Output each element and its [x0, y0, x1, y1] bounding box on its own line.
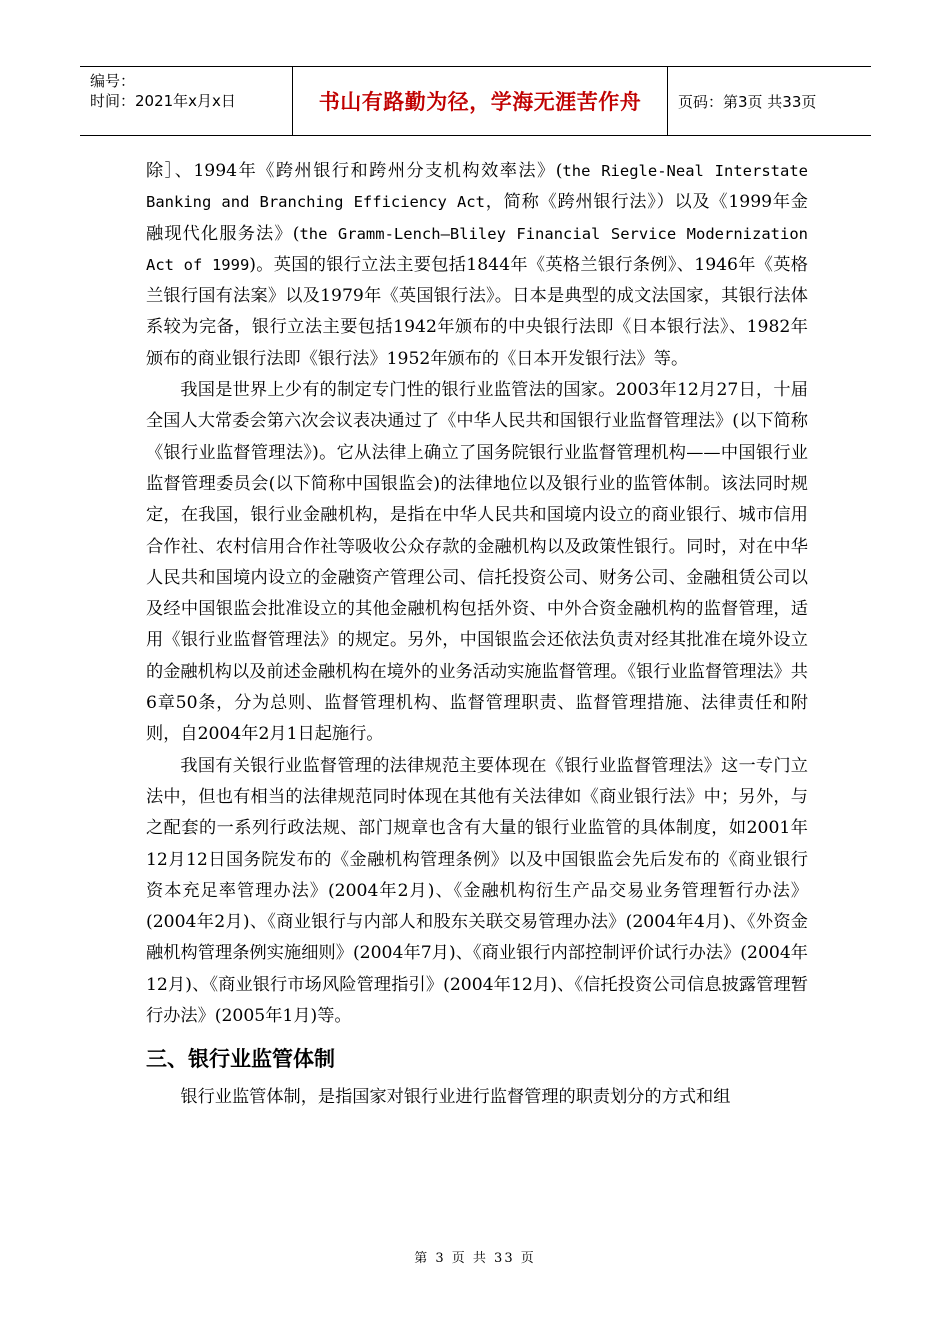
- paragraph-1-part-a: 除］、1994年《跨州银行和跨州分支机构效率法》(: [146, 161, 563, 181]
- document-time-label: 时间：2021年x月x日: [90, 92, 236, 110]
- paragraph-1-part-b: ，简称《跨州银行法》）以及《1999年金融现代化服务法》(: [146, 192, 808, 244]
- paragraph-3: 我国有关银行业监督管理的法律规范主要体现在《银行业监督管理法》这一专门立法中，但也有相当的法律规范同时体现在其他有关法律如《商业银行法》中；另外，与之配套的一系列行政法规、部门规章也含有大量的银行业监管的具体制度，如2001年12月12日国务院发布的《金融机构管理条例》以及中国银监会先后发布的《商业银行资本充足率管理办法》(2004年2月)、《金融机构衍生产品交易业务管理暂行办法》(2004年2月)、《商业银行与内部人和股东关联交易管理办法》(2004年4月)、《外资金融机构管理条例实施细则》(2004年7月)、《商业银行内部控制评价试行办法》(2004年12月)、《商业银行市场风险管理指引》(2004年12月)、《信托投资公司信息披露管理暂行办法》(2005年1月)等。: [146, 755, 808, 1027]
- page-header: [80, 66, 871, 136]
- header-meta: [80, 67, 293, 135]
- paragraph-4: 银行业监管体制，是指国家对银行业进行监督管理的职责划分的方式和组: [180, 1087, 731, 1108]
- paragraph-1-part-c: )。英国的银行立法主要包括1844年《英格兰银行条例》、1946年《英格兰银行国有法案》以及1979年《英国银行法》。日本是典型的成文法国家，其银行法体系较为完备，银行立法主要包括1942年颁布的中央银行法即《日本银行法》、1982年颁布的商业银行法即《银行法》1952年颁布的《日本开发银行法》等。: [146, 254, 808, 369]
- header-page-label: 页码：第3页 共33页: [678, 92, 817, 111]
- page-footer: 第 3 页 共 33 页: [414, 1251, 536, 1266]
- paragraph-2: 我国是世界上少有的制定专门性的银行业监管法的国家。2003年12月27日，十届全国人大常委会第六次会议表决通过了《中华人民共和国银行业监督管理法》(以下简称《银行业监督管理法》)。它从法律上确立了国务院银行业监督管理机构——中国银行业监督管理委员会(以下简称中国银监会)的法律地位以及银行业的监管体制。该法同时规定，在我国，银行业金融机构，是指在中华人民共和国境内设立的商业银行、城市信用合作社、农村信用合作社等吸收公众存款的金融机构以及政策性银行。同时，对在中华人民共和国境内设立的金融资产管理公司、信托投资公司、财务公司、金融租赁公司以及经中国银监会批准设立的其他金融机构包括外资、中外合资金融机构的监督管理，适用《银行业监督管理法》的规定。另外，中国银监会还依法负责对经其批准在境外设立的金融机构以及前述金融机构在境外的业务活动实施监督管理。《银行业监督管理法》共6章50条，分为总则、监督管理机构、监督管理职责、监督管理措施、法律责任和附则，自2004年2月1日起施行。: [146, 380, 808, 745]
- document-number-label: 编号：: [90, 72, 136, 90]
- paragraph-1-english-title-1: the Riegle-Neal Interstate Banking and Branching Efficiency Act: [146, 162, 808, 212]
- paragraph-1-english-title-2: the Gramm-Lench—Bliley Financial Service Modernization Act of 1999: [146, 224, 808, 274]
- paragraph-1: [146, 156, 808, 375]
- header-motto: 书山有路勤为径，学海无涯苦作舟: [293, 67, 668, 135]
- document-body: [146, 156, 808, 1114]
- section-heading: 三、银行业监管体制: [146, 1047, 335, 1072]
